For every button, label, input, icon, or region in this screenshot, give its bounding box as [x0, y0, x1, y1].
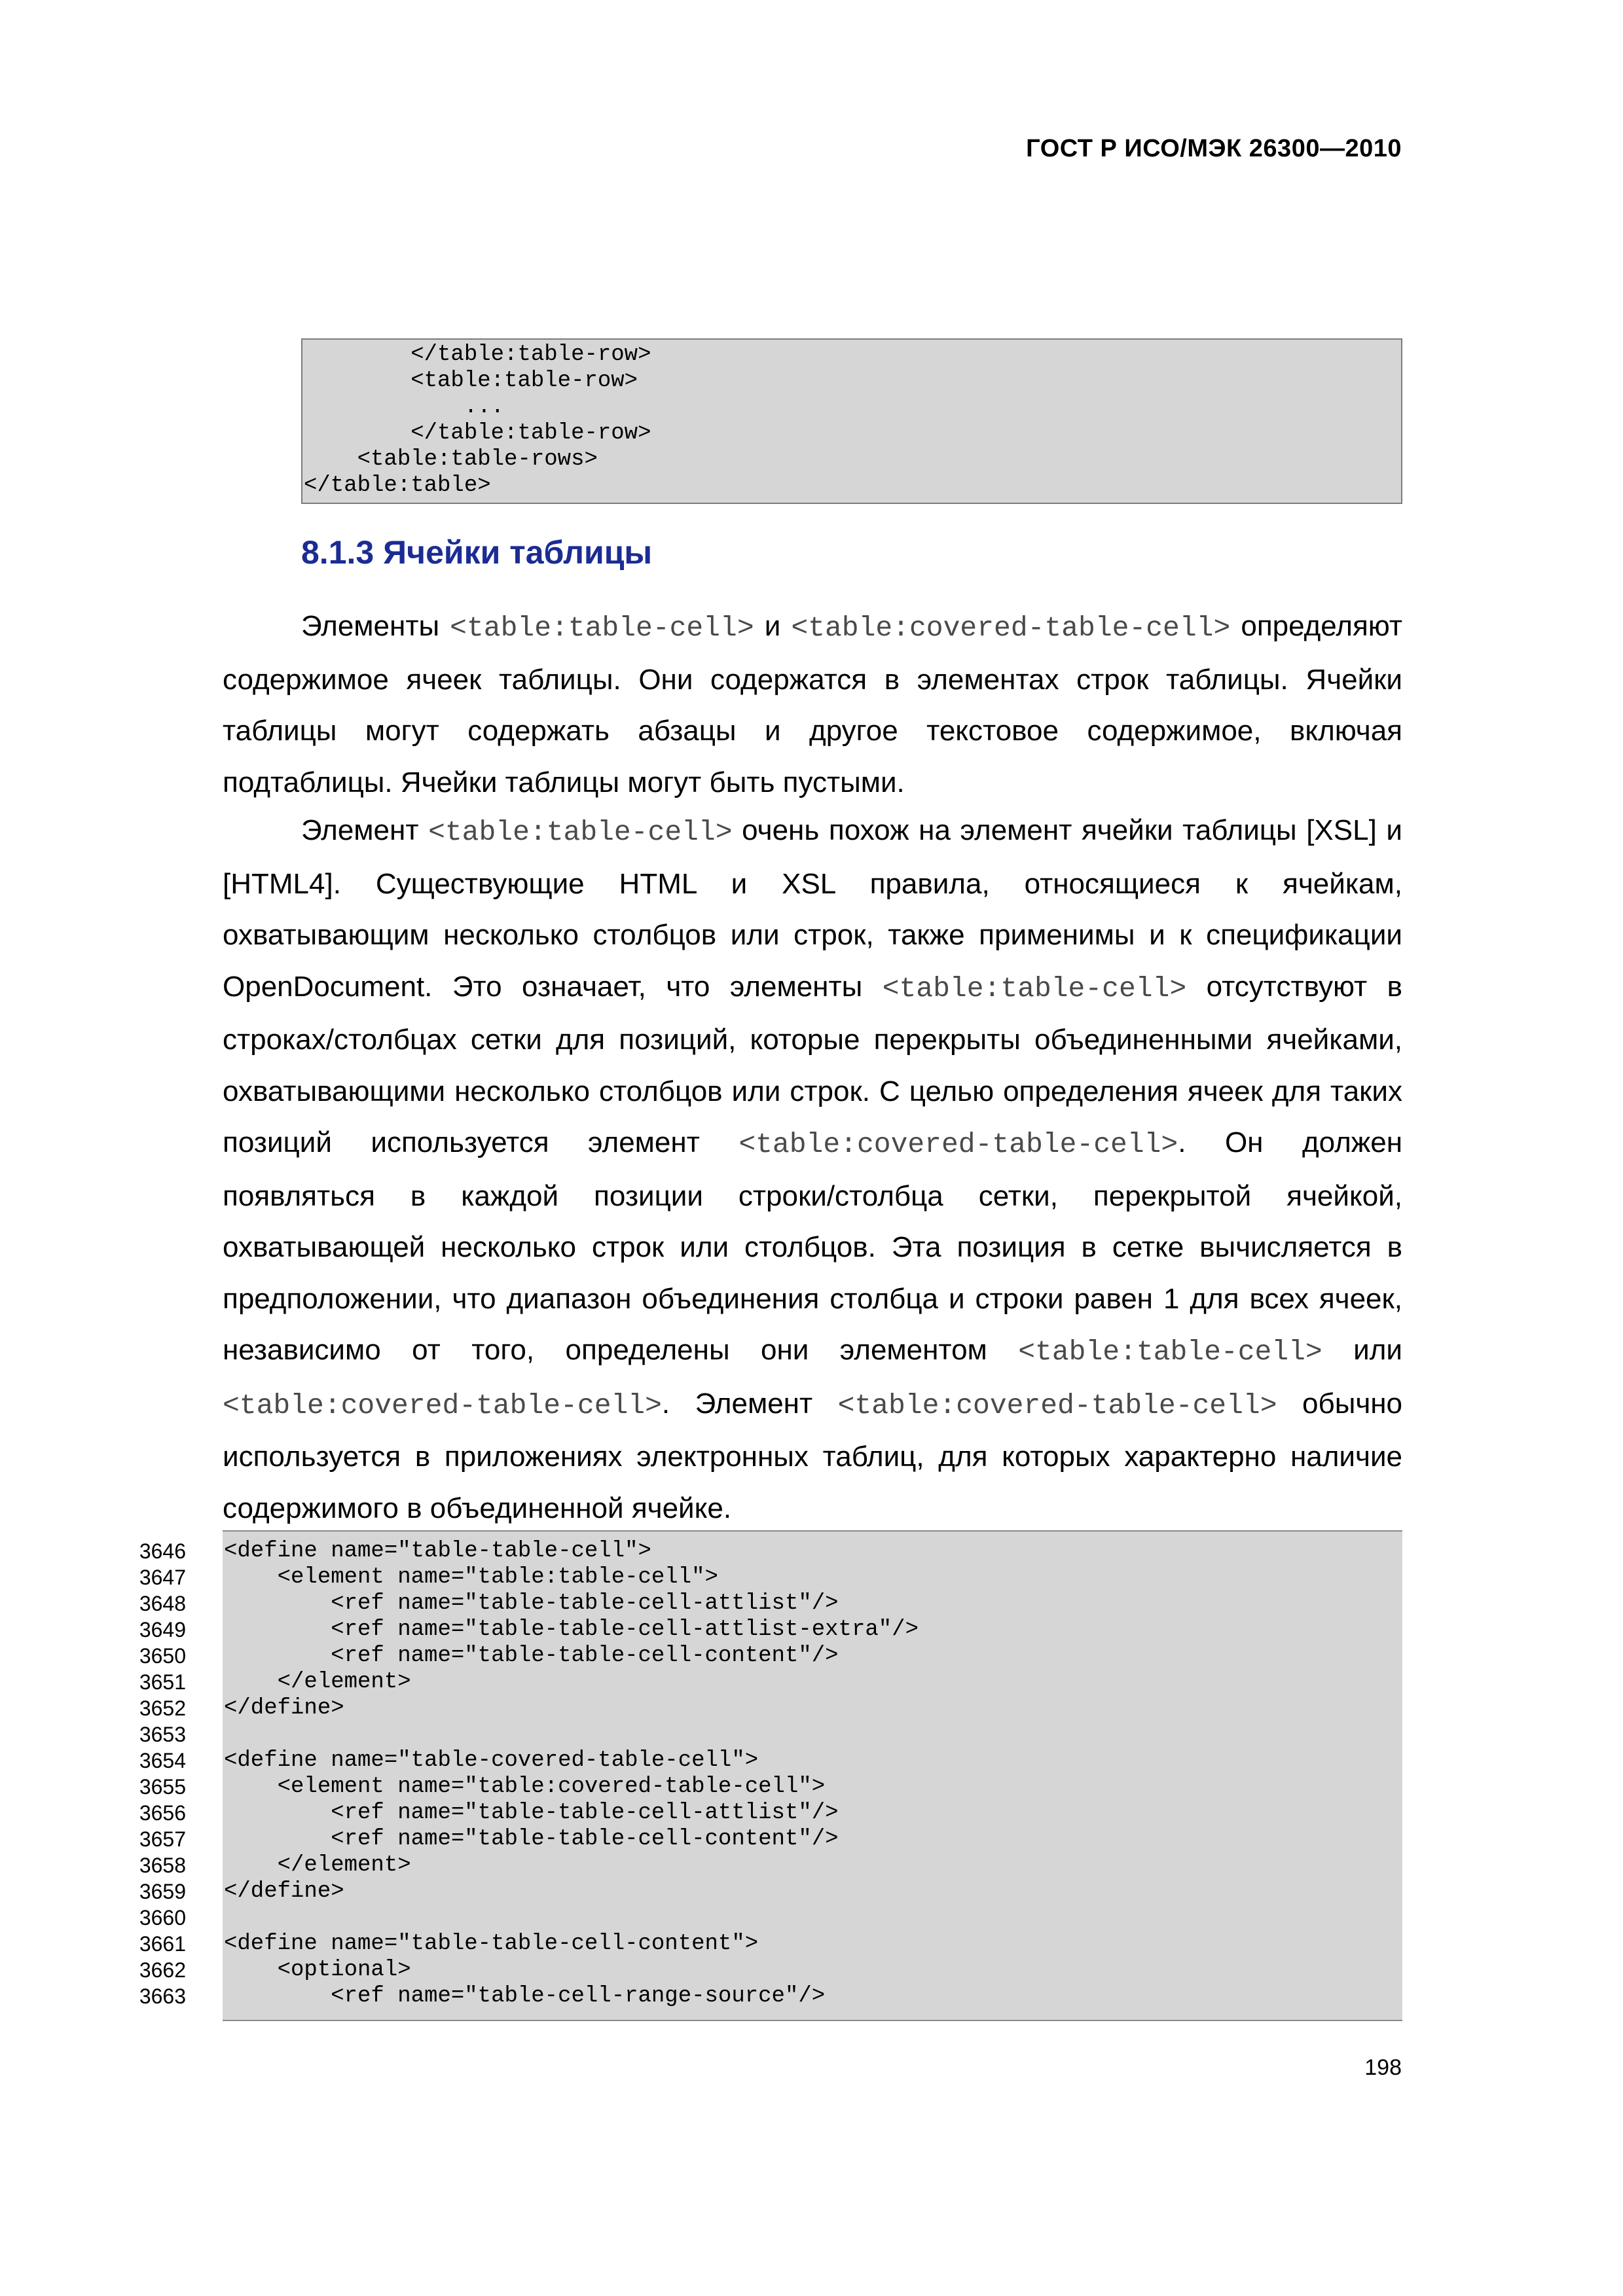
code-line: </define>	[224, 1879, 344, 1904]
code-line: <define name="table-table-cell">	[224, 1539, 651, 1564]
text-run: и	[754, 610, 792, 642]
code-inline: <table:covered-table-cell>	[739, 1128, 1178, 1160]
code-line: <element name="table:covered-table-cell">	[224, 1774, 826, 1799]
line-number: 3656	[139, 1801, 186, 1825]
line-number: 3652	[139, 1696, 186, 1720]
line-number: 3649	[139, 1618, 186, 1641]
section-heading: 8.1.3 Ячейки таблицы	[301, 534, 653, 571]
text-run: или	[1322, 1334, 1402, 1366]
text-run: отсутствуют в строках/столбцах сетки для позиций, которые перекрыты объединенными ячейками, охватывающими несколько столбцов или строк. С целью определения ячеек для таких позиций используется элемент	[223, 970, 1403, 1158]
line-number: 3651	[139, 1670, 186, 1694]
code-inline: <table:covered-table-cell>	[791, 612, 1231, 644]
text-run: очень похож на элемент ячейки таблицы [XSL] и [HTML4]. Существующие HTML и XSL правила, относящиеся к ячейкам, охватывающим несколько столбцов или строк, также применимы и к спецификации OpenDocument. Это означает, что элементы	[223, 814, 1402, 1003]
line-number: 3660	[139, 1906, 186, 1929]
code-line: ...	[304, 395, 505, 420]
code-line: <table:table-rows>	[304, 447, 598, 472]
code-line: <ref name="table-cell-range-source"/>	[224, 1984, 826, 2009]
code-line: <define name="table-table-cell-content">	[224, 1931, 759, 1956]
text-run: . Элемент	[661, 1387, 838, 1420]
code-line: <table:table-row>	[304, 368, 638, 393]
paragraph-table-cell-element	[223, 805, 1402, 1534]
line-number: 3650	[139, 1644, 186, 1668]
code-line: <ref name="table-table-cell-content"/>	[224, 1827, 839, 1852]
code-inline: <table:table-cell>	[428, 816, 733, 848]
code-line: </table:table-row>	[304, 421, 651, 446]
page-number: 198	[1364, 2055, 1402, 2080]
code-line: </table:table-row>	[304, 342, 651, 367]
line-number: 3654	[139, 1749, 186, 1772]
line-number: 3646	[139, 1539, 186, 1563]
text-run: Элемент	[301, 814, 429, 846]
code-inline: <table:covered-table-cell>	[223, 1389, 662, 1422]
text-run: . Он должен появляться в каждой позиции строки/столбца сетки, перекрытой ячейкой, охватывающей несколько строк или столбцов. Эта позиция в сетке вычисляется в предположении, что диапазон объединения столбца и строки равен 1 для всех ячеек, независимо от того, определены они элементом	[223, 1126, 1402, 1366]
line-number: 3661	[139, 1932, 186, 1956]
code-line	[224, 1721, 1402, 1748]
code-line	[224, 1905, 1402, 1931]
code-line: </element>	[224, 1670, 411, 1695]
code-line: <element name="table:table-cell">	[224, 1565, 718, 1590]
code-block-table-rows	[301, 338, 1402, 504]
line-number: 3653	[139, 1723, 186, 1746]
line-number: 3647	[139, 1566, 186, 1589]
code-line: <ref name="table-table-cell-attlist"/>	[224, 1591, 839, 1616]
line-number: 3663	[139, 1984, 186, 2008]
line-number: 3655	[139, 1775, 186, 1799]
text-run: определяют содержимое ячеек таблицы. Они содержатся в элементах строк таблицы. Ячейки таблицы могут содержать абзацы и другое текстовое содержимое, включая подтаблицы. Ячейки таблицы могут быть пустыми.	[223, 610, 1402, 798]
code-inline: <table:table-cell>	[1018, 1336, 1322, 1368]
line-number: 3659	[139, 1880, 186, 1903]
code-inline: <table:table-cell>	[882, 972, 1187, 1005]
text-run: обычно используется в приложениях электронных таблиц, для которых характерно наличие содержимого в объединенной ячейке.	[223, 1387, 1403, 1524]
code-line-numbers	[131, 1538, 186, 2009]
line-number: 3658	[139, 1854, 186, 1877]
code-line: <ref name="table-table-cell-content"/>	[224, 1643, 839, 1668]
text-run: Элементы	[301, 610, 450, 642]
code-line: <define name="table-covered-table-cell">	[224, 1748, 759, 1773]
code-block-define-cells	[223, 1530, 1402, 2021]
line-number: 3648	[139, 1592, 186, 1615]
document-header: ГОСТ Р ИСО/МЭК 26300—2010	[1026, 135, 1402, 162]
code-line: </table:table>	[304, 473, 491, 498]
code-line: <optional>	[224, 1958, 411, 1982]
code-inline: <table:table-cell>	[450, 612, 754, 644]
code-line: </element>	[224, 1853, 411, 1878]
code-line: <ref name="table-table-cell-attlist"/>	[224, 1801, 839, 1825]
line-number: 3662	[139, 1958, 186, 1982]
code-line: <ref name="table-table-cell-attlist-extra"/>	[224, 1617, 919, 1642]
line-number: 3657	[139, 1827, 186, 1851]
code-line: </define>	[224, 1696, 344, 1721]
code-inline: <table:covered-table-cell>	[837, 1389, 1277, 1422]
paragraph-table-cells-intro	[223, 601, 1402, 808]
